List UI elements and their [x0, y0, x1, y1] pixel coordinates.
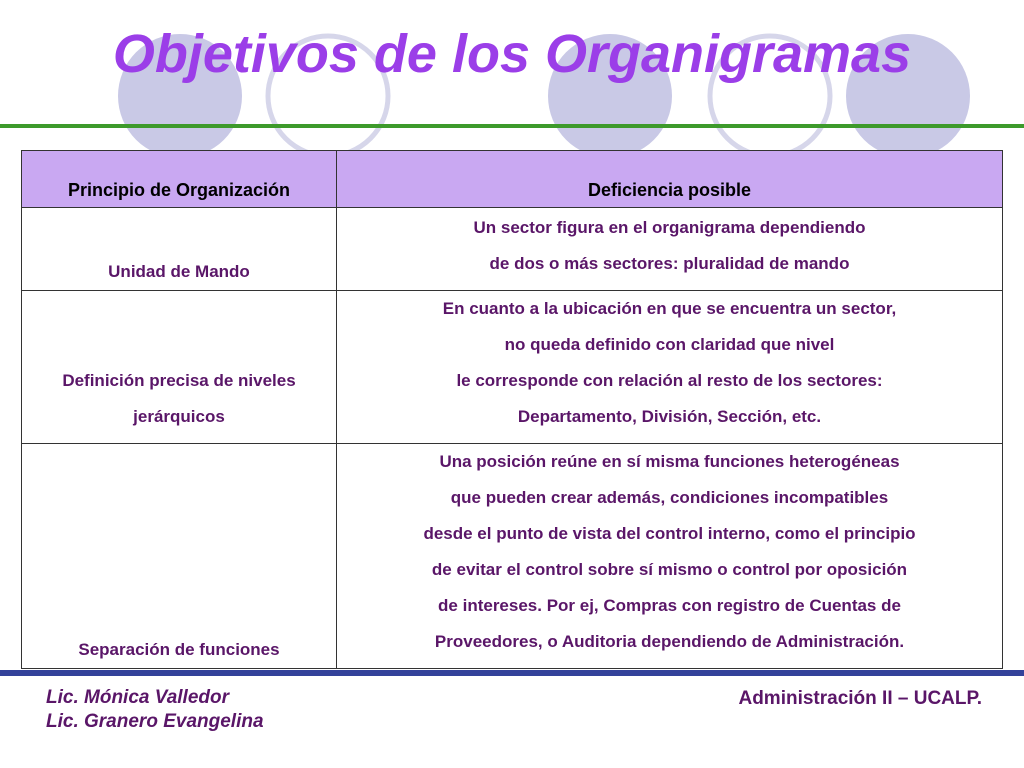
header-principle: Principio de Organización [22, 151, 337, 208]
table-row [22, 444, 1003, 669]
principle-cell [22, 208, 337, 291]
deficiency-line: de evitar el control sobre sí mismo o control por oposición [431, 560, 908, 579]
table-row [22, 291, 1003, 444]
deficiency-line: no queda definido con claridad que nivel [504, 335, 835, 354]
table-row [22, 208, 1003, 291]
deficiency-cell [337, 208, 1003, 291]
principle-text: Separación de funciones [78, 640, 280, 659]
author-name: Lic. Granero Evangelina [46, 711, 264, 732]
deficiency-line: desde el punto de vista del control interno, como el principio [423, 524, 916, 543]
deficiency-line: Departamento, División, Sección, etc. [517, 407, 822, 426]
principle-text: Unidad de Mando [108, 262, 250, 281]
deficiency-line: de intereses. Por ej, Compras con registro de Cuentas de [438, 596, 901, 615]
principle-text: Definición precisa de niveles [62, 371, 296, 390]
deficiency-line: Una posición reúne en sí misma funciones heterogéneas [439, 452, 900, 471]
table-header-row [22, 151, 1003, 208]
footer-course: Administración II – UCALP. [738, 688, 982, 709]
principles-table [21, 150, 1003, 669]
footer-authors [46, 686, 264, 734]
principle-cell [22, 444, 337, 669]
principle-text: jerárquicos [133, 407, 225, 426]
footer-divider [0, 670, 1024, 676]
author-name: Lic. Mónica Valledor [46, 687, 230, 708]
deficiency-line: le corresponde con relación al resto de los sectores: [456, 371, 883, 390]
deficiency-line: de dos o más sectores: pluralidad de mando [489, 254, 850, 273]
principle-cell [22, 291, 337, 444]
deficiency-line: Proveedores, o Auditoria dependiendo de Administración. [434, 632, 905, 651]
deficiency-line: Un sector figura en el organigrama dependiendo [473, 218, 866, 237]
slide-title: Objetivos de los Organigramas [112, 24, 912, 84]
deficiency-cell [337, 444, 1003, 669]
deficiency-line: que pueden crear además, condiciones incompatibles [450, 488, 889, 507]
title-divider [0, 124, 1024, 128]
deficiency-cell [337, 291, 1003, 444]
header-deficiency: Deficiencia posible [337, 151, 1003, 208]
deficiency-line: En cuanto a la ubicación en que se encuentra un sector, [442, 299, 897, 318]
